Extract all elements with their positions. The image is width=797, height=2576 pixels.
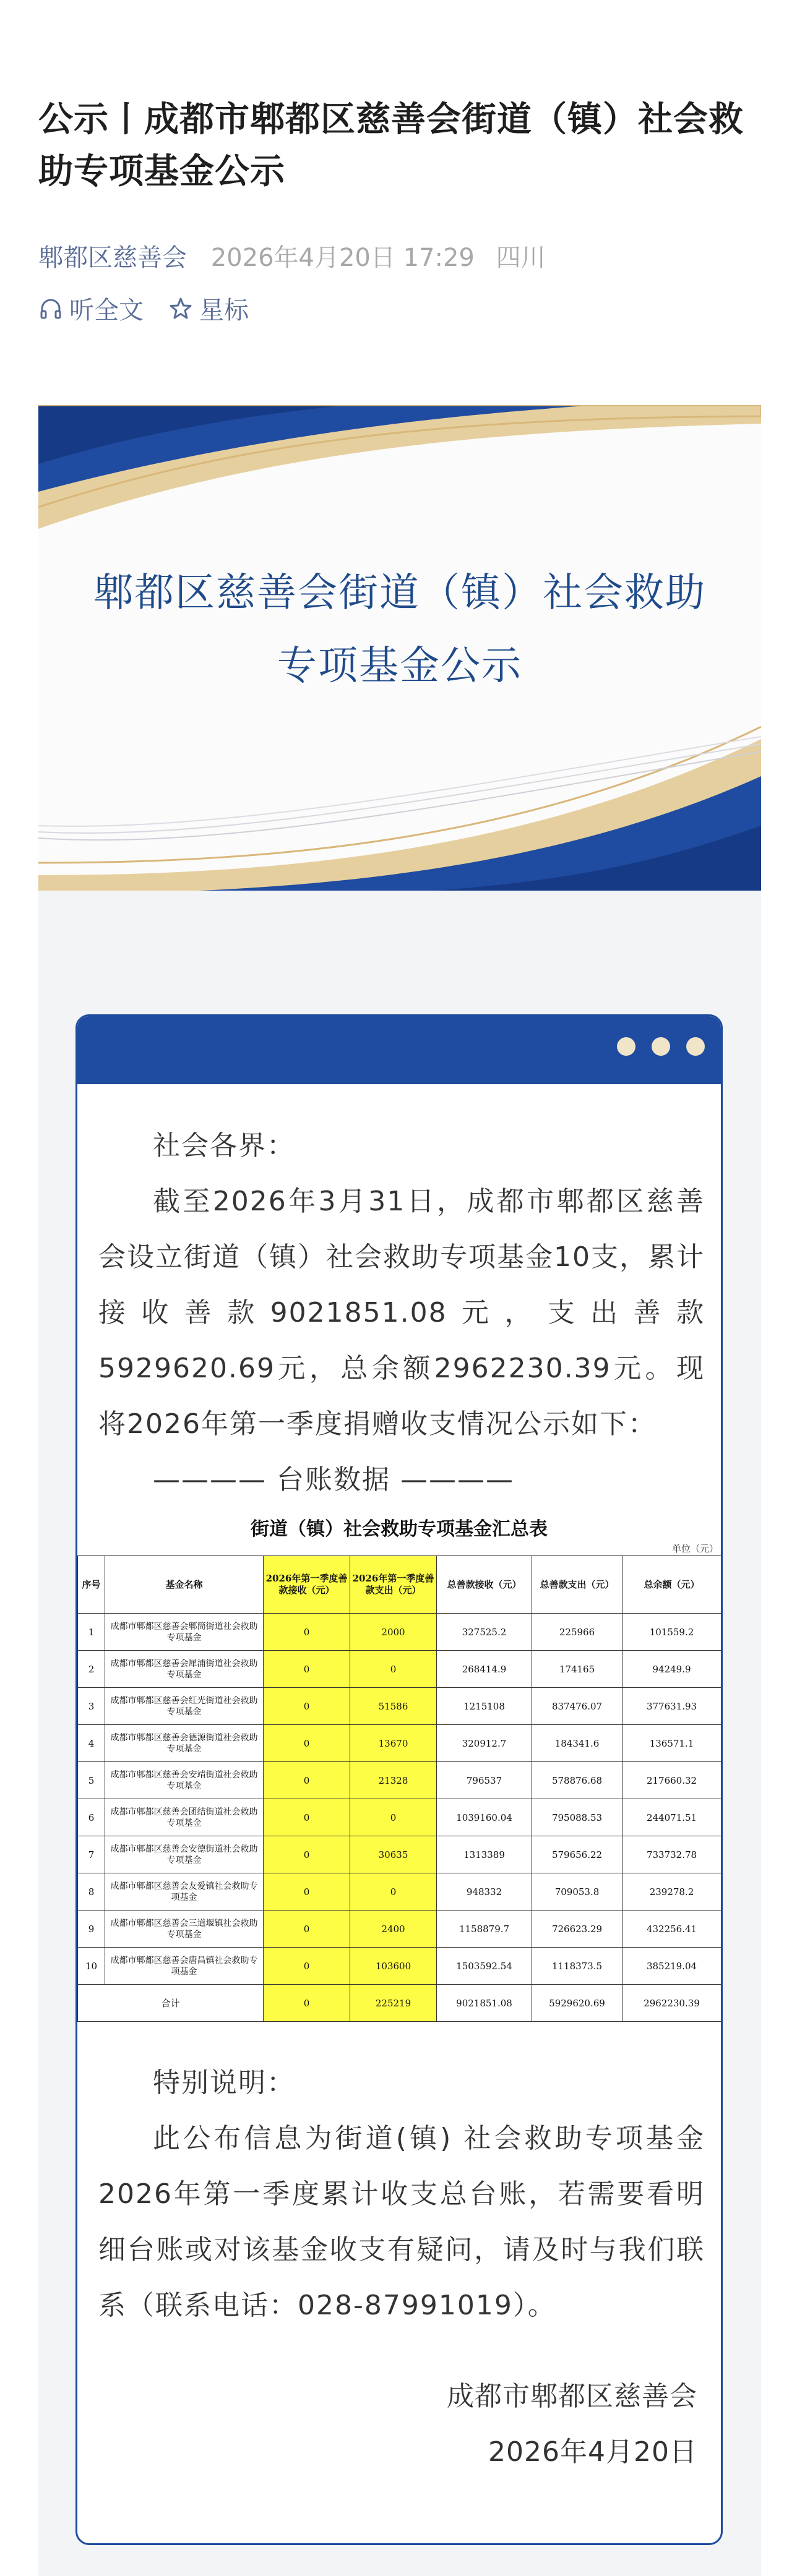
header-dots — [601, 1037, 705, 1056]
table-row — [78, 1911, 722, 1948]
table-cell: 10 — [78, 1948, 105, 1985]
table-cell: 0 — [264, 1688, 350, 1725]
table-cell: 0 — [264, 1836, 350, 1873]
author-link[interactable]: 郫都区慈善会 — [38, 244, 187, 272]
table-cell: 51586 — [350, 1688, 437, 1725]
table-cell: 5 — [78, 1762, 105, 1799]
table-cell: 7 — [78, 1836, 105, 1873]
table-row — [78, 1651, 722, 1688]
table-cell: 1 — [78, 1614, 105, 1651]
header-cell: 总余额（元） — [623, 1556, 722, 1614]
table-cell: 成都市郫都区慈善会唐昌镇社会救助专项基金 — [105, 1948, 264, 1985]
ledger-divider: ———— 台账数据 ———— — [153, 1464, 514, 1496]
table-cell: 0 — [264, 1762, 350, 1799]
table-cell: 2962230.39 — [623, 1985, 722, 2022]
table-cell: 1215108 — [437, 1688, 532, 1725]
special-note-title: 特别说明： — [153, 2067, 295, 2099]
table-cell: 0 — [264, 1948, 350, 1985]
table-cell: 成都市郫都区慈善会德源街道社会救助专项基金 — [105, 1725, 264, 1762]
header-cell: 总善款接收（元） — [437, 1556, 532, 1614]
table-cell: 0 — [350, 1651, 437, 1688]
table-cell: 217660.32 — [623, 1762, 722, 1799]
table-cell: 1313389 — [437, 1836, 532, 1873]
notice-card-header — [77, 1016, 721, 1084]
table-cell: 385219.04 — [623, 1948, 722, 1985]
table-cell: 184341.6 — [532, 1725, 623, 1762]
table-unit: 单位（元） — [671, 1543, 718, 1554]
table-cell: 103600 — [350, 1948, 437, 1985]
total-label: 合计 — [78, 1985, 264, 2022]
notice-card — [75, 1014, 723, 2545]
publish-date: 2026年4月20日 17:29 — [210, 244, 475, 272]
table-cell: 837476.07 — [532, 1688, 623, 1725]
table-cell: 94249.9 — [623, 1651, 722, 1688]
table-cell: 948332 — [437, 1873, 532, 1911]
table-row — [78, 1614, 722, 1651]
table-cell: 0 — [264, 1911, 350, 1948]
table-cell: 0 — [264, 1985, 350, 2022]
table-cell: 225219 — [350, 1985, 437, 2022]
table-row — [78, 1873, 722, 1911]
table-header-row — [78, 1556, 722, 1614]
table-cell: 9 — [78, 1911, 105, 1948]
table-cell: 2400 — [350, 1911, 437, 1948]
header-cell: 2026年第一季度善款支出（元） — [350, 1556, 437, 1614]
special-note-text: 此公布信息为街道(镇) 社会救助专项基金2026年第一季度累计收支总台账，若需要看明细台账或对该基金收支有疑问，请及时与我们联系（联系电话：028-87991019）。 — [98, 2123, 705, 2321]
notice-paragraph: 截至2026年3月31日，成都市郫都区慈善会设立街道（镇）社会救助专项基金10支，累计接收善款9021851.08元，支出善款5929620.69元，总余额2962230.39元。现将2026年第一季度捐赠收支情况公示如下： — [98, 1186, 705, 1440]
table-row — [78, 1799, 722, 1836]
summary-table — [77, 1555, 722, 2022]
table-cell: 13670 — [350, 1725, 437, 1762]
table-cell: 795088.53 — [532, 1799, 623, 1836]
table-cell: 733732.78 — [623, 1836, 722, 1873]
table-row — [78, 1948, 722, 1985]
table-cell: 6 — [78, 1799, 105, 1836]
table-cell: 成都市郫都区慈善会郫筒街道社会救助专项基金 — [105, 1614, 264, 1651]
table-cell: 327525.2 — [437, 1614, 532, 1651]
table-cell: 成都市郫都区慈善会安靖街道社会救助专项基金 — [105, 1762, 264, 1799]
table-row — [78, 1688, 722, 1725]
table-row — [78, 1836, 722, 1873]
table-cell: 709053.8 — [532, 1873, 623, 1911]
table-cell: 成都市郫都区慈善会团结街道社会救助专项基金 — [105, 1799, 264, 1836]
dot-icon — [617, 1037, 635, 1056]
table-cell: 9021851.08 — [437, 1985, 532, 2022]
table-cell: 0 — [264, 1799, 350, 1836]
table-cell: 136571.1 — [623, 1725, 722, 1762]
table-cell: 101559.2 — [623, 1614, 722, 1651]
header-cell: 总善款支出（元） — [532, 1556, 623, 1614]
table-cell: 5929620.69 — [532, 1985, 623, 2022]
table-cell: 3 — [78, 1688, 105, 1725]
table-cell: 0 — [350, 1799, 437, 1836]
table-cell: 成都市郫都区慈善会友爱镇社会救助专项基金 — [105, 1873, 264, 1911]
banner-image — [38, 405, 761, 891]
table-cell: 0 — [264, 1725, 350, 1762]
star-label: 星标 — [199, 296, 249, 325]
header-cell: 序号 — [78, 1556, 105, 1614]
table-row — [78, 1762, 722, 1799]
table-cell: 1158879.7 — [437, 1911, 532, 1948]
table-cell: 0 — [350, 1873, 437, 1911]
listen-label: 听全文 — [69, 296, 144, 325]
listen-button[interactable] — [38, 291, 144, 326]
banner-title-line2: 专项基金公示 — [277, 643, 522, 689]
headphones-icon — [38, 296, 63, 321]
publish-location: 四川 — [496, 244, 546, 272]
summary-table-block — [77, 1517, 721, 2022]
dot-icon — [652, 1037, 670, 1056]
table-cell: 239278.2 — [623, 1873, 722, 1911]
header-cell: 基金名称 — [105, 1556, 264, 1614]
table-cell: 320912.7 — [437, 1725, 532, 1762]
table-cell: 225966 — [532, 1614, 623, 1651]
table-cell: 1503592.54 — [437, 1948, 532, 1985]
table-cell: 726623.29 — [532, 1911, 623, 1948]
table-cell: 0 — [264, 1873, 350, 1911]
table-cell: 1039160.04 — [437, 1799, 532, 1836]
banner-title-line1: 郫都区慈善会街道（镇）社会救助 — [93, 570, 706, 616]
table-cell: 成都市郫都区慈善会三道堰镇社会救助专项基金 — [105, 1911, 264, 1948]
article-title: 公示丨成都市郫都区慈善会街道（镇）社会救助专项基金公示 — [38, 100, 744, 192]
table-cell: 578876.68 — [532, 1762, 623, 1799]
table-total-row — [78, 1985, 722, 2022]
table-cell: 8 — [78, 1873, 105, 1911]
table-cell: 174165 — [532, 1651, 623, 1688]
table-cell: 796537 — [437, 1762, 532, 1799]
star-icon — [168, 296, 193, 321]
article-meta — [38, 238, 559, 273]
article-actions — [38, 291, 274, 326]
table-title: 街道（镇）社会救助专项基金汇总表 — [251, 1518, 548, 1540]
table-cell: 成都市郫都区慈善会犀浦街道社会救助专项基金 — [105, 1651, 264, 1688]
table-cell: 2000 — [350, 1614, 437, 1651]
table-cell: 成都市郫都区慈善会红光街道社会救助专项基金 — [105, 1688, 264, 1725]
table-cell: 30635 — [350, 1836, 437, 1873]
signature-date: 2026年4月20日 — [488, 2436, 697, 2468]
table-cell: 1118373.5 — [532, 1948, 623, 1985]
header-cell: 2026年第一季度善款接收（元） — [264, 1556, 350, 1614]
table-cell: 21328 — [350, 1762, 437, 1799]
table-cell: 成都市郫都区慈善会安德街道社会救助专项基金 — [105, 1836, 264, 1873]
table-cell: 0 — [264, 1614, 350, 1651]
dot-icon — [686, 1037, 705, 1056]
table-cell: 432256.41 — [623, 1911, 722, 1948]
banner-title — [38, 557, 761, 703]
table-cell: 2 — [78, 1651, 105, 1688]
table-cell: 377631.93 — [623, 1688, 722, 1725]
table-row — [78, 1725, 722, 1762]
signature-org: 成都市郫都区慈善会 — [447, 2381, 697, 2412]
table-cell: 244071.51 — [623, 1799, 722, 1836]
table-cell: 579656.22 — [532, 1836, 623, 1873]
table-cell: 0 — [264, 1651, 350, 1688]
table-cell: 4 — [78, 1725, 105, 1762]
star-button[interactable] — [168, 291, 249, 326]
table-cell: 268414.9 — [437, 1651, 532, 1688]
greeting: 社会各界： — [153, 1130, 295, 1162]
